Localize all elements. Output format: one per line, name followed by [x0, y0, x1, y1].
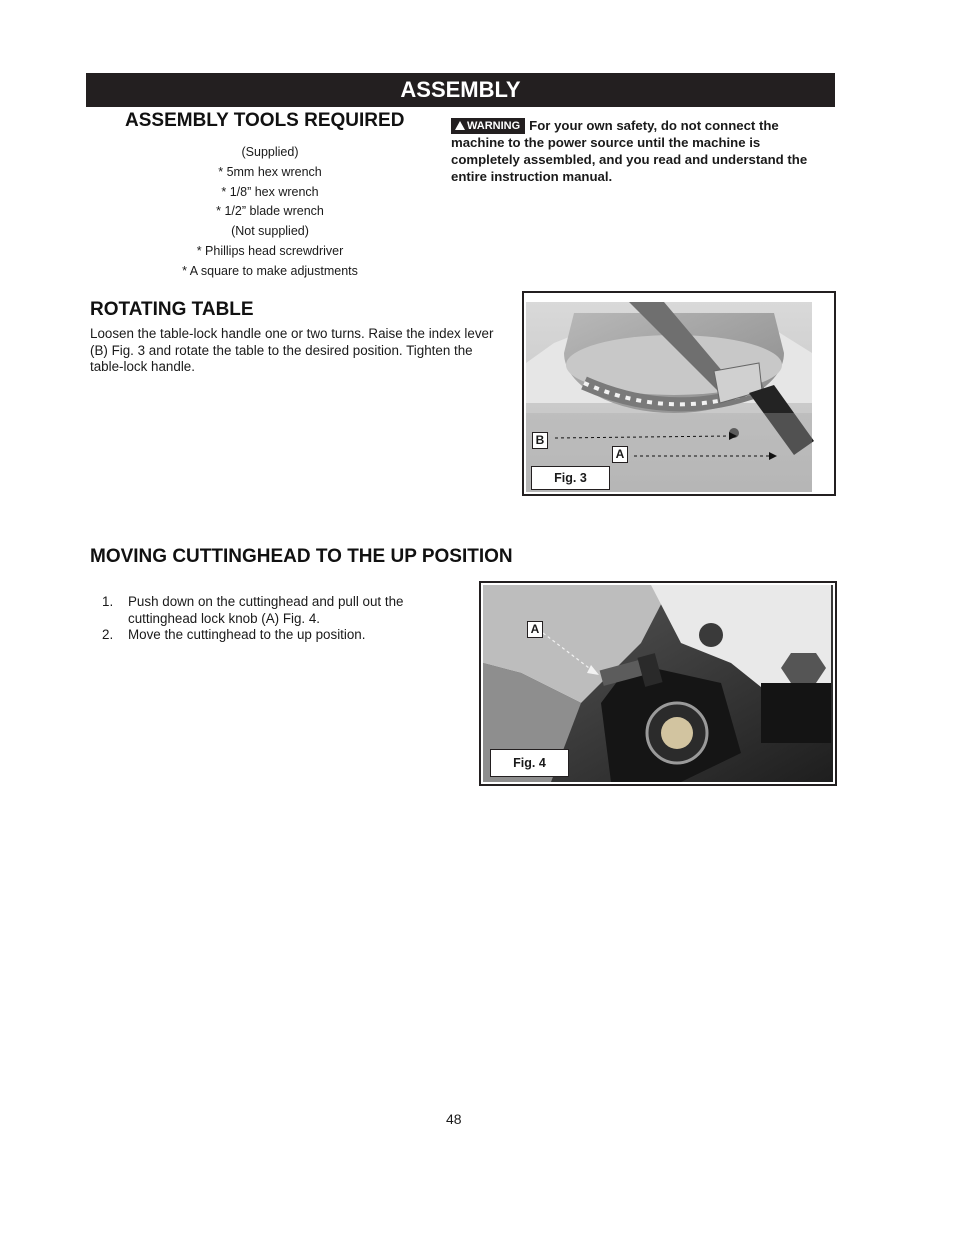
callout-b: B	[532, 432, 548, 449]
tools-line: * 1/8” hex wrench	[221, 184, 319, 199]
tools-line: * A square to make adjustments	[182, 263, 358, 278]
step-text: Push down on the cuttinghead and pull out the cuttinghead lock knob (A) Fig. 4.	[128, 594, 404, 626]
step-number: 2.	[102, 627, 114, 642]
tools-list	[125, 143, 415, 282]
page-number: 48	[446, 1111, 462, 1127]
warning-badge	[451, 118, 525, 134]
warning-triangle-icon	[455, 121, 465, 130]
rotating-table-heading: ROTATING TABLE	[90, 299, 254, 320]
warning-badge-label: WARNING	[467, 120, 521, 132]
tools-line: (Supplied)	[241, 145, 299, 159]
figure-4-label: Fig. 4	[490, 749, 569, 777]
cuttinghead-steps	[90, 594, 440, 644]
figure-4	[479, 581, 837, 786]
figure-3-photo	[524, 293, 834, 494]
callout-a: A	[527, 621, 543, 638]
step-item	[90, 627, 440, 644]
warning-text: For your own safety, do not connect the machine to the power source until the machine is completely assembled, and you read and understand the entire instruction manual.	[451, 118, 808, 184]
step-item	[90, 594, 440, 627]
tools-heading: ASSEMBLY TOOLS REQUIRED	[125, 110, 405, 131]
tools-line: * 1/2” blade wrench	[216, 204, 324, 219]
tools-line: (Not supplied)	[231, 224, 309, 239]
figure-3	[522, 291, 836, 496]
section-banner: ASSEMBLY	[86, 73, 835, 107]
step-number: 1.	[102, 594, 114, 609]
tools-line: * Phillips head screwdriver	[196, 243, 344, 258]
warning-block	[451, 117, 823, 185]
figure-3-label: Fig. 3	[531, 466, 610, 490]
callout-a: A	[612, 446, 628, 463]
step-text: Move the cuttinghead to the up position.	[128, 627, 366, 642]
cuttinghead-heading: MOVING CUTTINGHEAD TO THE UP POSITION	[90, 546, 513, 567]
rotating-table-body: Loosen the table-lock handle one or two turns. Raise the index lever (B) Fig. 3 and rotate the table to the desired position. Tighten the table-lock handle.	[90, 326, 494, 374]
tools-line: * 5mm hex wrench	[218, 164, 322, 179]
